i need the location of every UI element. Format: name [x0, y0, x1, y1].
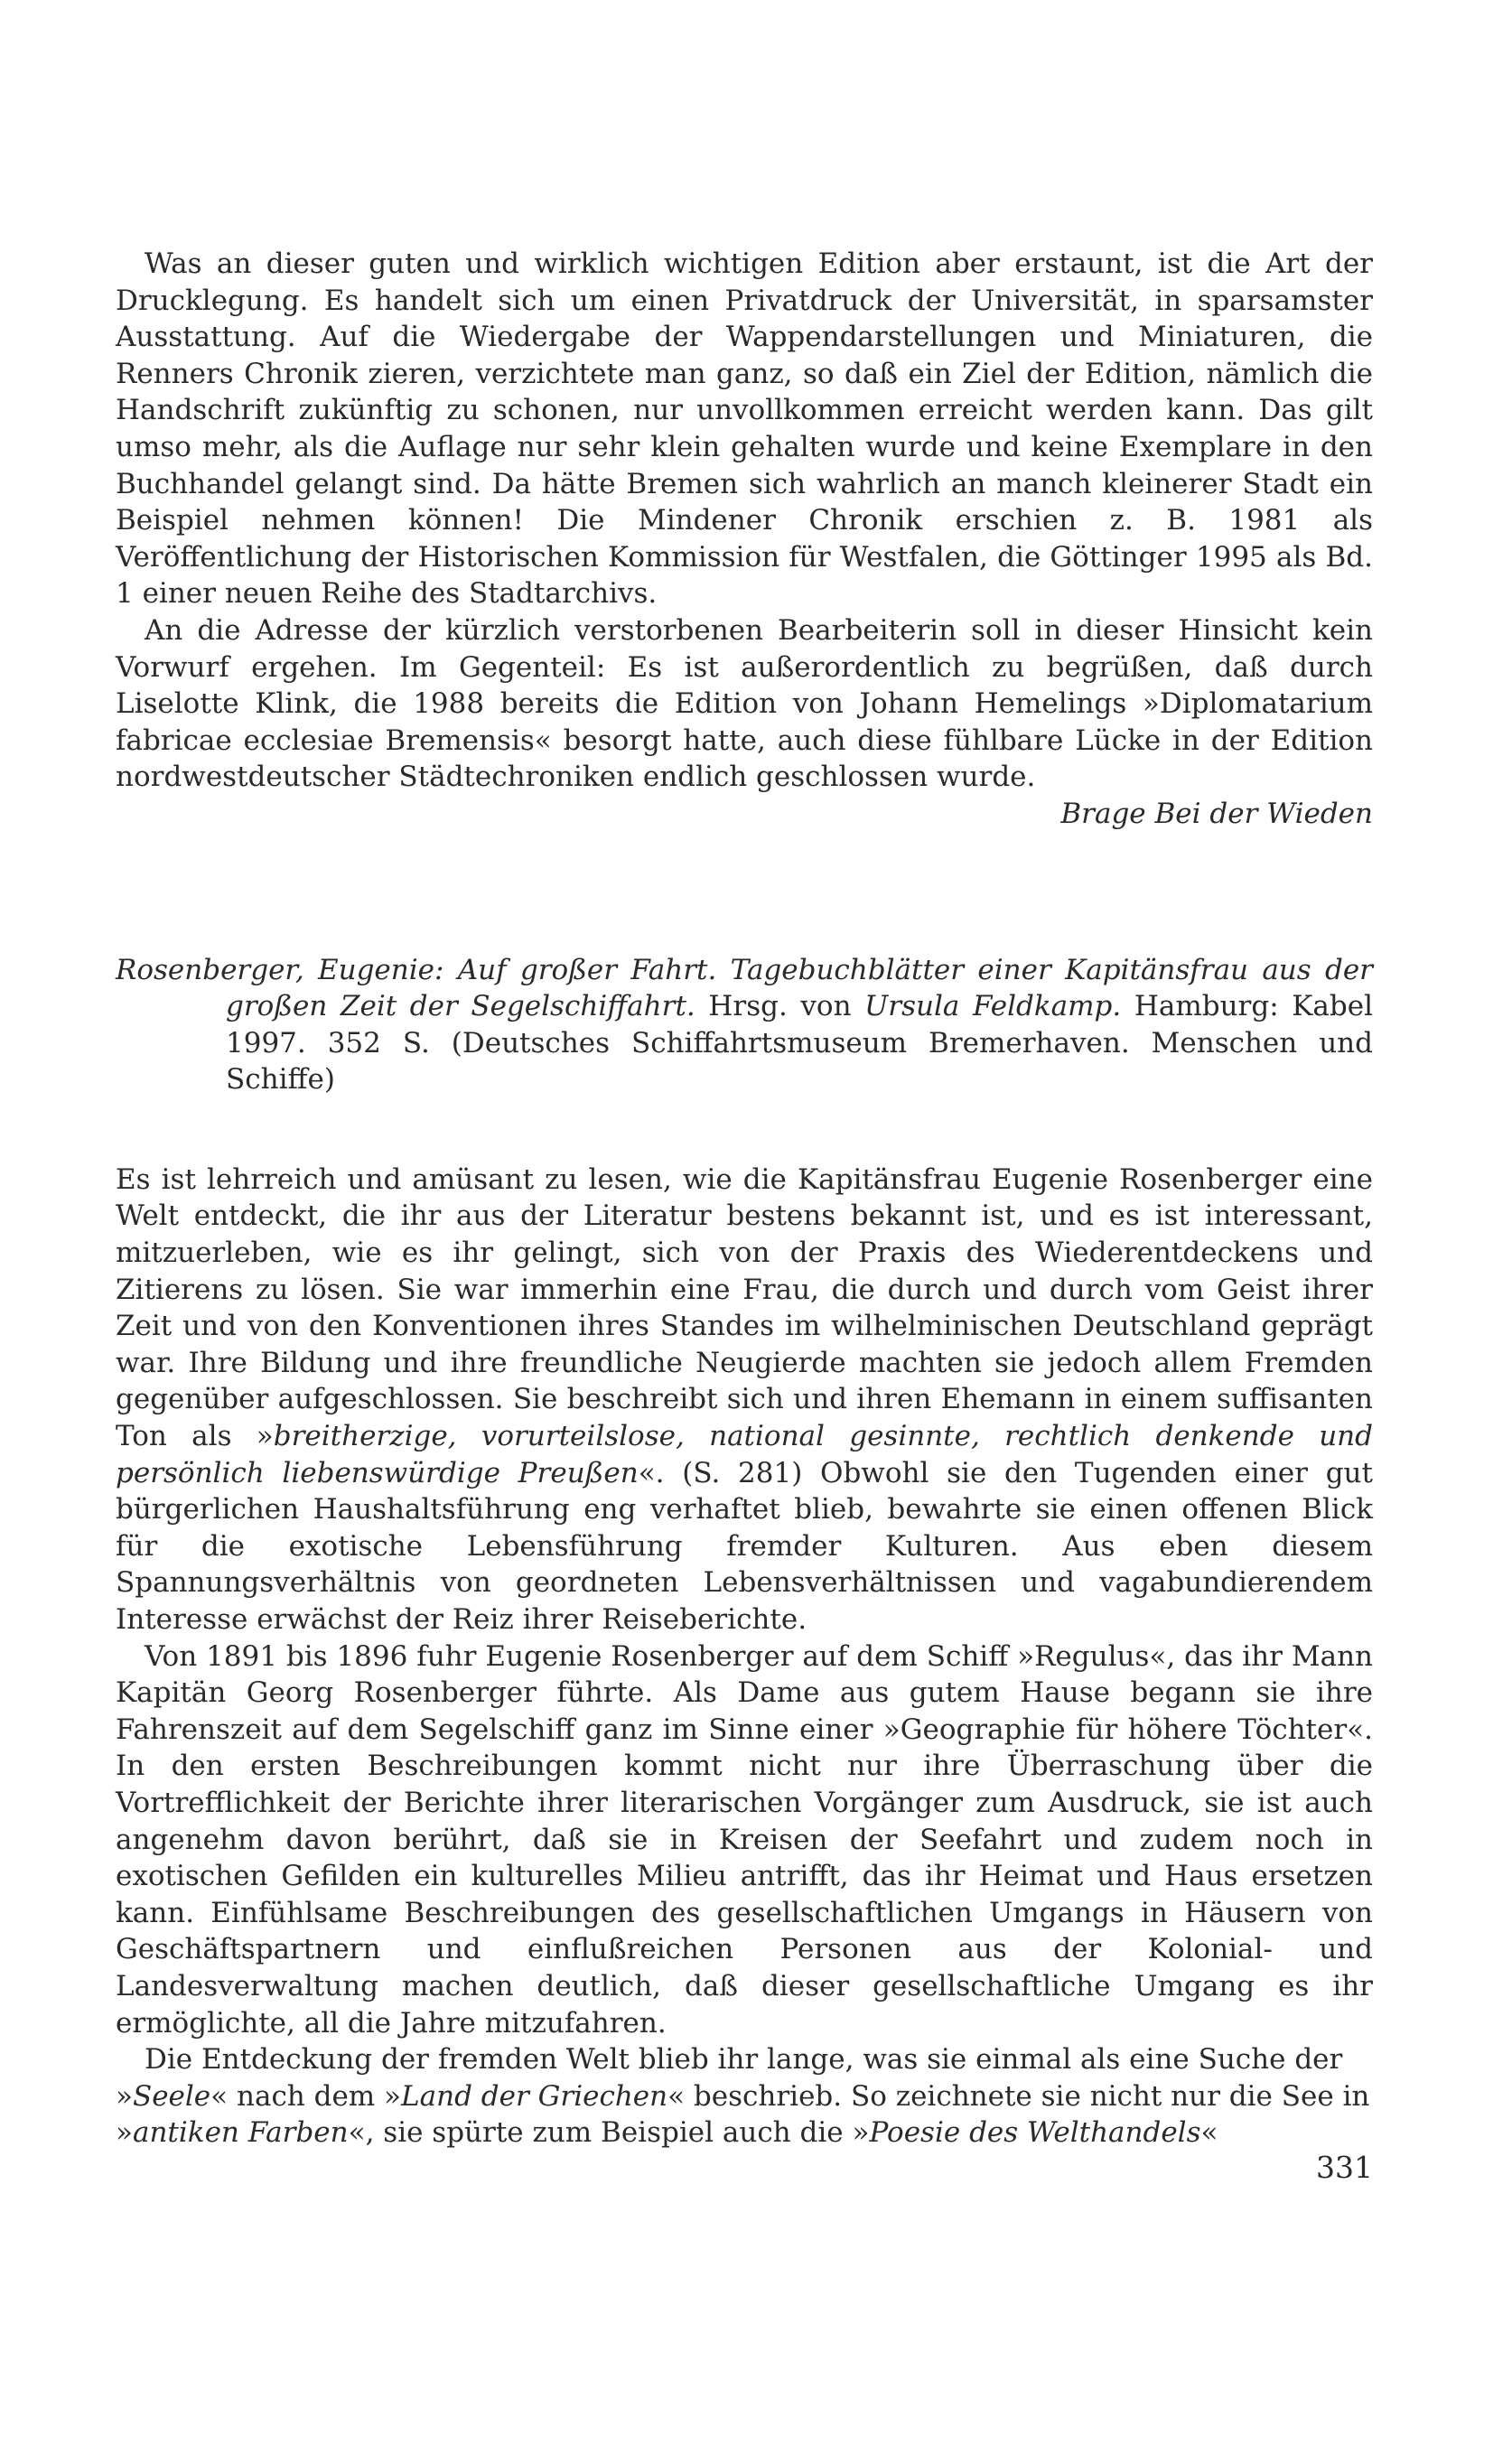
citation-publication: Hamburg: Kabel 1997. 352 S. (Deutsches Schiffahrtsmuseum Bremerhaven. Menschen und Schiffe) [226, 990, 1373, 1097]
review-paragraph: An die Adresse der kürzlich verstorbenen Bearbeiterin soll in dieser Hinsicht kein Vorwurf ergehen. Im Gegenteil: Es ist außerordentlich zu begrüßen, daß durch Liselotte Klink, die 1988 bereits die Edition von Johann Hemelings »Diplomatarium fabricae ecclesiae Bremensis« besorgt hatte, auch diese fühlbare Lücke in der Edition nordwestdeutscher Städtechroniken endlich geschlossen wurde. [116, 613, 1373, 794]
text-run: « [1200, 2116, 1218, 2150]
review-paragraph [116, 2041, 1373, 2152]
quote-emphasis: breitherzige, vorurteilslose, national gesinnte, rechtlich denkende und persönlich liebenswürdige Preußen [116, 1420, 1373, 1489]
text-run: «, sie spürte zum Beispiel auch die » [348, 2116, 870, 2150]
quote-emphasis: antiken Farben [132, 2116, 349, 2150]
review-paragraph [116, 1162, 1373, 1638]
book-citation [116, 952, 1373, 1098]
text-run: Es ist lehrreich und amüsant zu lesen, wie die Kapitänsfrau Eugenie Rosenberger eine Welt entdeckt, die ihr aus der Literatur bestens bekannt ist, und es ist interessant, mitzuerleben, wie es ihr gelingt, sich von der Praxis des Wiederentdeckens und Zitierens zu lösen. Sie war immerhin eine Frau, die durch und durch vom Geist ihrer Zeit und von den Konventionen ihres Standes im wilhelminischen Deutschland geprägt war. Ihre Bildung und ihre freundliche Neugierde machten sie jedoch allem Fremden gegenüber aufgeschlossen. Sie beschreibt sich und ihren Ehemann in einem suffisanten Ton als » [116, 1162, 1373, 1453]
citation-author-title: Rosenberger, Eugenie: Auf großer Fahrt. Tagebuchblätter einer Kapitänsfrau aus der großen Zeit der Segelschiffahrt. [116, 953, 1373, 1023]
quote-emphasis: Land der Griechen [401, 2079, 668, 2113]
review-paragraph: Was an dieser guten und wirklich wichtigen Edition aber erstaunt, ist die Art der Drucklegung. Es handelt sich um einen Privatdruck der Universität, in sparsamster Ausstattung. Auf die Wiedergabe der Wappendarstellungen und Miniaturen, die Renners Chronik zieren, verzichtete man ganz, so daß ein Ziel der Edition, nämlich die Handschrift zukünftig zu schonen, nur unvollkommen erreicht werden kann. Das gilt umso mehr, als die Auflage nur sehr klein gehalten wurde und keine Exemplare in den Buchhandel gelangt sind. Da hätte Bremen sich wahrlich an manch kleinerer Stadt ein Beispiel nehmen können! Die Mindener Chronik erschien z. B. 1981 als Veröffentlichung der Historischen Kommission für Westfalen, die Göttinger 1995 als Bd. 1 einer neuen Reihe des Stadtarchivs. [116, 247, 1373, 611]
text-run: « nach dem » [210, 2079, 402, 2113]
text-run: « beschrieb. So zeichnete sie nicht nur die See in » [116, 2079, 1370, 2150]
page-number: 331 [1316, 2150, 1373, 2185]
text-run: Die Entdeckung der fremden Welt blieb ihr lange, was sie einmal als eine Suche der » [116, 2043, 1343, 2113]
quote-emphasis: Seele [132, 2079, 211, 2113]
page-content [116, 246, 1373, 2152]
review-section-rosenberger [116, 1162, 1373, 2152]
quote-emphasis: Poesie des Welthandels [869, 2116, 1201, 2150]
text-run: «. (S. 281) Obwohl sie den Tugenden einer gut bürgerlichen Haushaltsführung eng verhaftet blieb, bewahrte sie einen offenen Blick für die exotische Lebensführung fremder Kulturen. Aus eben diesem Spannungsverhältnis von geordneten Lebensverhältnissen und vagabundierendem Interesse erwächst der Reiz ihrer Reiseberichte. [116, 1456, 1373, 1636]
citation-hrsg-label: Hrsg. von [708, 990, 852, 1023]
review-paragraph: Von 1891 bis 1896 fuhr Eugenie Rosenberger auf dem Schiff »Regulus«, das ihr Mann Kapitän Georg Rosenberger führte. Als Dame aus gutem Hause begann sie ihre Fahrenszeit auf dem Segelschiff ganz im Sinne einer »Geographie für höhere Töchter«. In den ersten Beschreibungen kommt nicht nur ihre Überraschung über die Vortrefflichkeit der Berichte ihrer literarischen Vorgänger zum Ausdruck, sie ist auch angenehm davon berührt, daß sie in Kreisen der Seefahrt und zudem noch in exotischen Gefilden ein kulturelles Milieu antrifft, das ihr Heimat und Haus ersetzen kann. Einfühlsame Beschreibungen des gesellschaftlichen Umgangs in Häusern von Geschäftspartnern und einflußreichen Personen aus der Kolonial- und Landesverwaltung machen deutlich, daß dieser gesellschaftliche Umgang es ihr ermöglichte, all die Jahre mitzufahren. [116, 1639, 1373, 2040]
review-section-renner [116, 246, 1373, 833]
reviewer-signature: Brage Bei der Wieden [1060, 797, 1373, 830]
citation-editor: Ursula Feldkamp. [864, 990, 1122, 1023]
